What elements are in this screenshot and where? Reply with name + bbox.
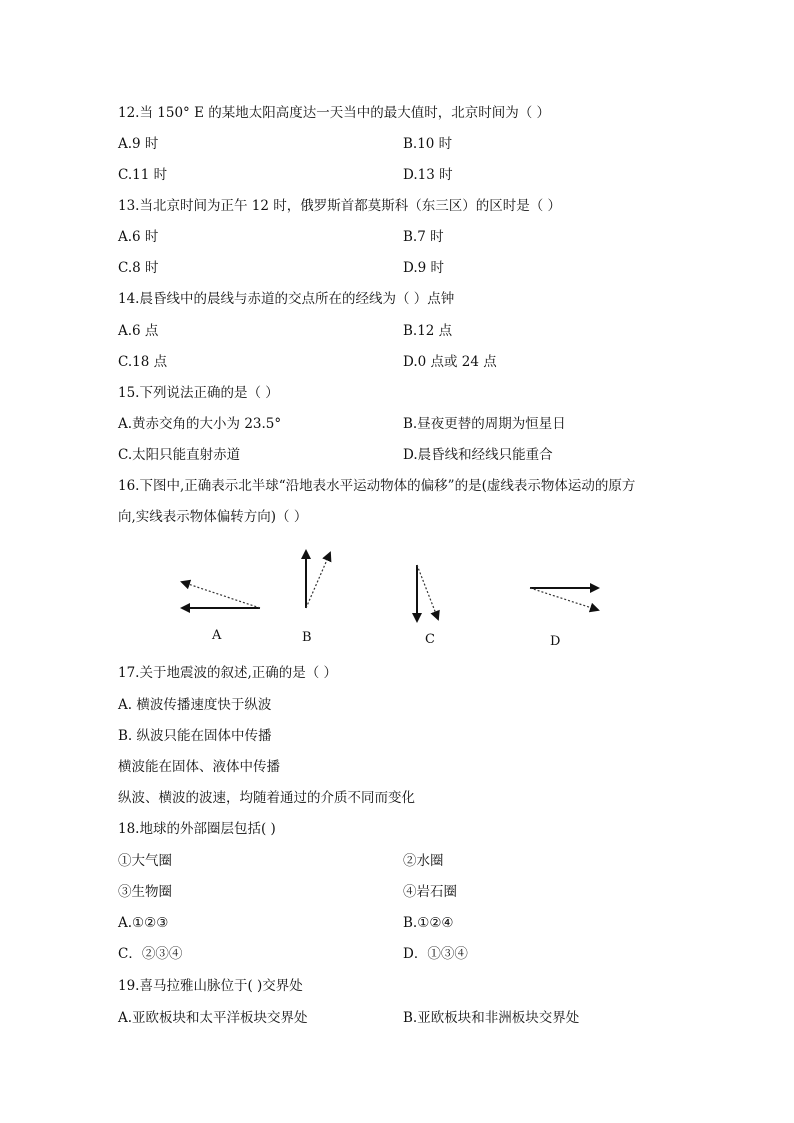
- question-12-option-c: C.11 时: [118, 167, 168, 183]
- diagram-c: [417, 565, 438, 647]
- question-12-option-a: A.9 时: [118, 136, 159, 152]
- diagram-b-label: B: [302, 630, 312, 645]
- question-18-item-3: ③生物圈: [118, 884, 172, 900]
- question-18-item-2: ②水圈: [403, 853, 444, 869]
- question-17-option-b: B. 纵波只能在固体中传播: [118, 728, 272, 744]
- diagram-a: [182, 582, 260, 643]
- question-16-stem-line-2: 向,实线表示物体偏转方向)（ ）: [118, 509, 308, 525]
- question-13-stem: 13.当北京时间为正午 12 时，俄罗斯首都莫斯科（东三区）的区时是（ ）: [118, 198, 562, 214]
- question-13-option-a: A.6 时: [118, 229, 159, 245]
- question-15-option-c: C.太阳只能直射赤道: [118, 447, 241, 463]
- question-19-stem: 19.喜马拉雅山脉位于( )交界处: [118, 978, 303, 994]
- question-19-option-a: A.亚欧板块和太平洋板块交界处: [118, 1010, 308, 1026]
- question-15-option-b: B.昼夜更替的周期为恒星日: [403, 416, 566, 432]
- diagram-d-label: D: [550, 634, 561, 649]
- question-19-option-b: B.亚欧板块和非洲板块交界处: [403, 1010, 580, 1026]
- diagram-b-dotted-arrow: [306, 553, 330, 608]
- question-12-option-b: B.10 时: [403, 136, 453, 152]
- question-13-option-d: D.9 时: [403, 260, 445, 276]
- question-14-option-d: D.0 点或 24 点: [403, 354, 497, 370]
- question-14-option-a: A.6 点: [118, 323, 159, 339]
- question-17-option-d: 纵波、横波的波速，均随着通过的介质不同而变化: [118, 790, 415, 806]
- question-14-stem: 14.晨昏线中的晨线与赤道的交点所在的经线为（ ）点钟: [118, 291, 455, 307]
- question-18-stem: 18.地球的外部圈层包括( ): [118, 821, 276, 837]
- question-17-option-c: 横波能在固体、液体中传播: [118, 759, 280, 775]
- diagram-c-label: C: [425, 632, 435, 647]
- question-17-stem: 17.关于地震波的叙述,正确的是（ ）: [118, 665, 338, 681]
- diagram-a-label: A: [212, 628, 222, 643]
- question-12-stem: 12.当 150° E 的某地太阳高度达一天当中的最大值时，北京时间为（ ）: [118, 105, 551, 121]
- question-13-option-b: B.7 时: [403, 229, 444, 245]
- question-12-option-d: D.13 时: [403, 167, 453, 183]
- question-15-option-d: D.晨昏线和经线只能重合: [403, 447, 553, 463]
- deflection-figure: [160, 545, 640, 655]
- question-18-option-b: B.①②④: [403, 915, 454, 931]
- diagram-d: [530, 588, 598, 649]
- diagram-d-dotted-arrow: [530, 588, 598, 610]
- question-18-option-c: C．②③④: [118, 946, 183, 962]
- diagram-b: [302, 551, 330, 645]
- diagram-a-dotted-arrow: [182, 582, 260, 608]
- question-14-option-b: B.12 点: [403, 323, 453, 339]
- question-18-item-4: ④岩石圈: [403, 884, 457, 900]
- question-17-option-a: A. 横波传播速度快于纵波: [118, 697, 272, 713]
- question-18-option-a: A.①②③: [118, 915, 169, 931]
- question-18-option-d: D．①③④: [403, 946, 468, 962]
- question-14-option-c: C.18 点: [118, 354, 168, 370]
- question-16-stem-line-1: 16.下图中,正确表示北半球“沿地表水平运动物体的偏移”的是(虚线表示物体运动的原方: [118, 478, 636, 494]
- question-18-item-1: ①大气圈: [118, 853, 172, 869]
- question-15-option-a: A.黄赤交角的大小为 23.5°: [118, 416, 282, 432]
- question-15-stem: 15.下列说法正确的是（ ）: [118, 385, 279, 401]
- question-13-option-c: C.8 时: [118, 260, 159, 276]
- diagram-c-dotted-arrow: [417, 565, 438, 619]
